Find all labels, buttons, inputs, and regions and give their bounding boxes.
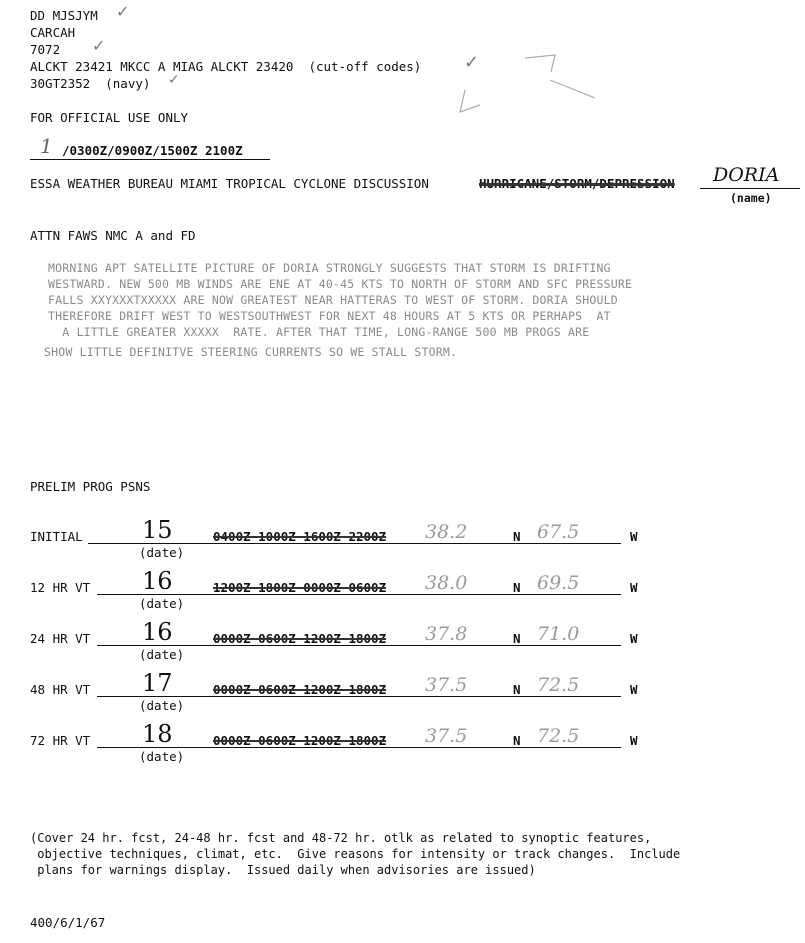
header-line-1: DD MJSJYM: [30, 8, 98, 23]
instruction-line: (Cover 24 hr. fcst, 24-48 hr. fcst and 48-72 hr. otlk as related to synoptic features,: [30, 831, 652, 845]
prog-row-times: 1200Z 1800Z 0000Z 0600Z: [213, 580, 387, 595]
prog-row-latitude: 37.8: [425, 623, 468, 645]
west-label: W: [630, 580, 638, 595]
date-caption: (date): [139, 647, 185, 662]
time-underline: [30, 159, 270, 160]
prog-heading: PRELIM PROG PSNS: [30, 479, 151, 494]
storm-name: DORIA: [713, 164, 780, 186]
discussion-line: THEREFORE DRIFT WEST TO WESTSOUTHWEST FOR NEXT 48 HOURS AT 5 KTS OR PERHAPS AT: [48, 309, 611, 323]
form-number: 400/6/1/67: [30, 915, 106, 930]
prog-row-times: 0000Z 0600Z 1200Z 1800Z: [213, 682, 387, 697]
date-caption: (date): [139, 698, 185, 713]
attention-line: ATTN FAWS NMC A and FD: [30, 228, 196, 243]
prog-row-latitude: 38.0: [425, 572, 468, 594]
storm-type: HURRICANE/STORM/DEPRESSION: [479, 176, 675, 191]
date-caption: (date): [139, 545, 185, 560]
prog-row-longitude: 67.5: [537, 521, 580, 543]
discussion-title: ESSA WEATHER BUREAU MIAMI TROPICAL CYCLONE DISCUSSION: [30, 176, 429, 191]
header-line-4: ALCKT 23421 MKCC A MIAG ALCKT 23420 (cut-off codes): [30, 59, 422, 74]
discussion-line: MORNING APT SATELLITE PICTURE OF DORIA STRONGLY SUGGESTS THAT STORM IS DRIFTING: [48, 261, 611, 275]
prog-row-date: 16: [142, 618, 173, 646]
prog-row-date: 18: [142, 720, 173, 748]
prog-row-label: 48 HR VT: [30, 682, 91, 697]
prog-row-latitude: 38.2: [425, 521, 468, 543]
date-caption: (date): [139, 749, 185, 764]
check-mark-icon: ✓: [168, 72, 180, 88]
prog-row-date: 15: [142, 516, 173, 544]
north-label: N: [513, 580, 521, 595]
header-line-5: 30GT2352 (navy): [30, 76, 151, 91]
check-mark-icon: ✓: [464, 52, 480, 73]
check-mark-icon: ✓: [92, 36, 106, 55]
name-underline: [700, 188, 800, 189]
discussion-line: A LITTLE GREATER XXXXX RATE. AFTER THAT TIME, LONG-RANGE 500 MB PROGS ARE: [48, 325, 590, 339]
prog-row-date: 17: [142, 669, 173, 697]
prog-row-longitude: 69.5: [537, 572, 580, 594]
classification-label: FOR OFFICIAL USE ONLY: [30, 110, 189, 125]
west-label: W: [630, 631, 638, 646]
discussion-line: SHOW LITTLE DEFINITVE STEERING CURRENTS SO WE STALL STORM.: [44, 345, 458, 359]
prog-row-latitude: 37.5: [425, 725, 468, 747]
prog-row-date: 16: [142, 567, 173, 595]
handwritten-mark: 1: [40, 134, 53, 158]
west-label: W: [630, 733, 638, 748]
north-label: N: [513, 682, 521, 697]
discussion-line: WESTWARD. NEW 500 MB WINDS ARE ENE AT 40-45 KTS TO NORTH OF STORM AND SFC PRESSURE: [48, 277, 633, 291]
prog-row-longitude: 71.0: [537, 623, 580, 645]
prog-row-times: 0400Z 1000Z 1600Z 2200Z: [213, 529, 387, 544]
advisory-times: /0300Z/0900Z/1500Z 2100Z: [62, 143, 243, 158]
west-label: W: [630, 529, 638, 544]
prog-row-latitude: 37.5: [425, 674, 468, 696]
prog-row-label: 72 HR VT: [30, 733, 91, 748]
prog-row-longitude: 72.5: [537, 674, 580, 696]
prog-row-label: 24 HR VT: [30, 631, 91, 646]
prog-row-times: 0000Z 0600Z 1200Z 1800Z: [213, 631, 387, 646]
north-label: N: [513, 631, 521, 646]
north-label: N: [513, 733, 521, 748]
prog-row-times: 0000Z 0600Z 1200Z 1800Z: [213, 733, 387, 748]
date-caption: (date): [139, 596, 185, 611]
west-label: W: [630, 682, 638, 697]
north-label: N: [513, 529, 521, 544]
pencil-scribble-icon: [455, 50, 595, 120]
discussion-line: FALLS XXYXXXTXXXXX ARE NOW GREATEST NEAR HATTERAS TO WEST OF STORM. DORIA SHOULD: [48, 293, 618, 307]
prog-row-label: 12 HR VT: [30, 580, 91, 595]
name-caption: (name): [730, 191, 772, 205]
check-mark-icon: ✓: [116, 2, 130, 21]
header-line-2: CARCAH: [30, 25, 76, 40]
prog-row-longitude: 72.5: [537, 725, 580, 747]
prog-row-label: INITIAL: [30, 529, 83, 544]
instruction-line: plans for warnings display. Issued daily when advisories are issued): [30, 863, 536, 877]
header-line-3: 7072: [30, 42, 61, 57]
instruction-line: objective techniques, climat, etc. Give reasons for intensity or track changes. Include: [30, 847, 681, 861]
